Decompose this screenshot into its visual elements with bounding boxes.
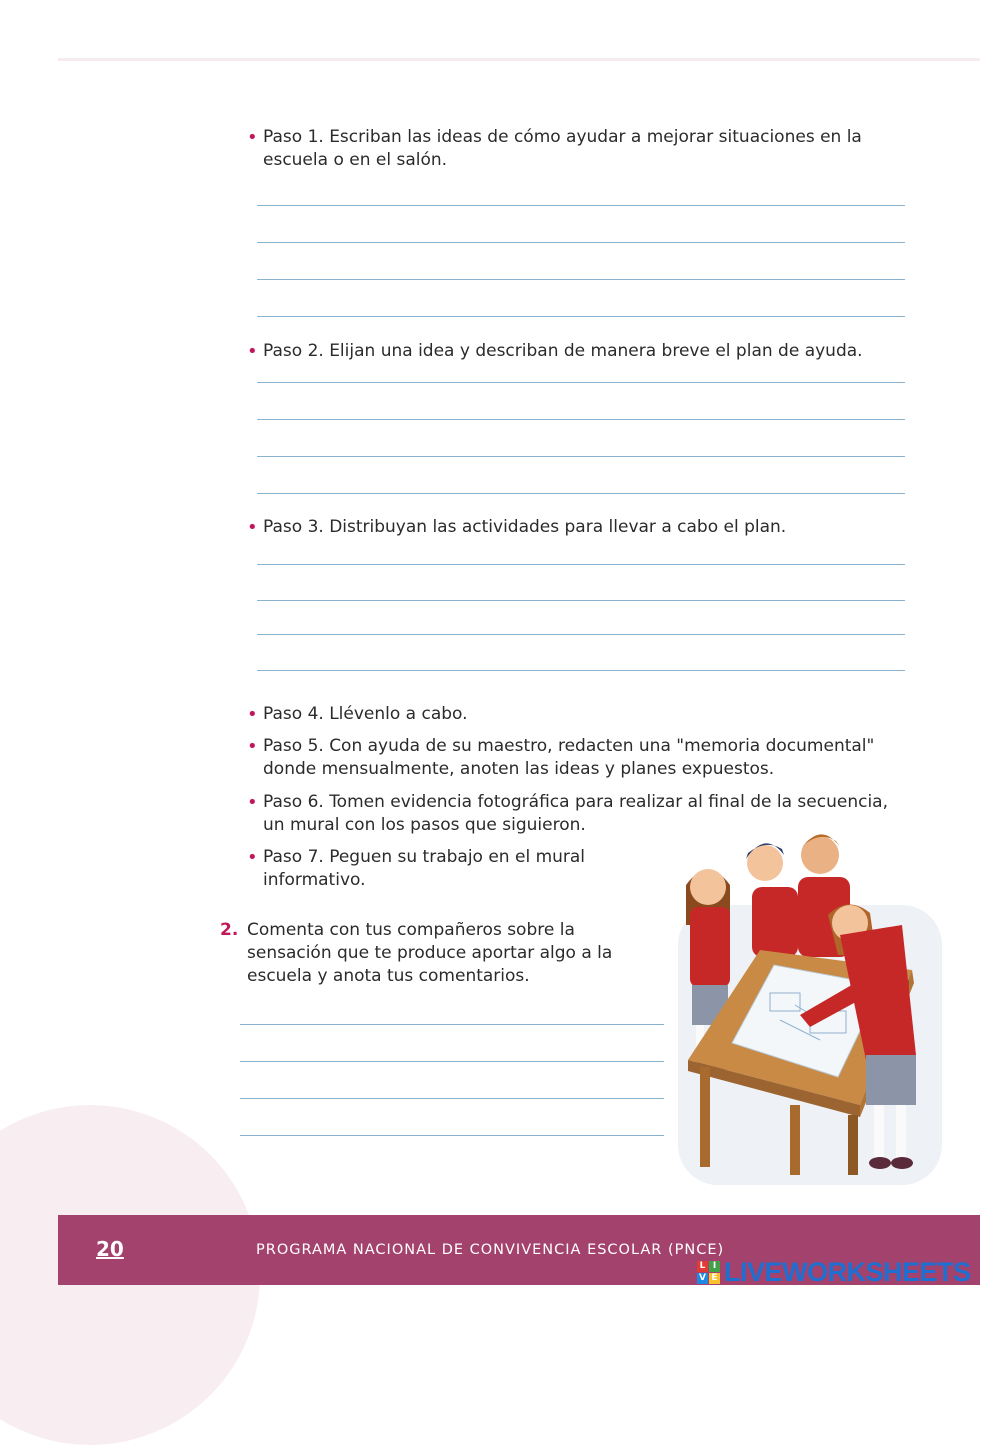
step-2 bbox=[247, 340, 863, 363]
step-5 bbox=[247, 735, 874, 781]
answer-line-step2-1[interactable] bbox=[257, 382, 905, 383]
step-1-line-1: Paso 1. Escriban las ideas de cómo ayudar a mejorar situaciones en la bbox=[263, 127, 862, 147]
question-2-number: 2. bbox=[220, 920, 239, 940]
bullet-icon: • bbox=[247, 736, 258, 757]
step-1 bbox=[247, 126, 862, 172]
step-6-line-2: un mural con los pasos que siguieron. bbox=[263, 815, 586, 835]
step-7 bbox=[247, 846, 585, 892]
step-1-line-2: escuela o en el salón. bbox=[263, 150, 448, 170]
question-2-line-3: escuela y anota tus comentarios. bbox=[247, 966, 530, 986]
answer-line-step3-2[interactable] bbox=[257, 600, 905, 601]
program-name: PROGRAMA NACIONAL DE CONVIVENCIA ESCOLAR (PNCE) bbox=[256, 1242, 725, 1258]
bullet-icon: • bbox=[247, 792, 258, 813]
step-5-line-1: Paso 5. Con ayuda de su maestro, redacten una "memoria documental" bbox=[263, 736, 875, 756]
answer-line-step1-3[interactable] bbox=[257, 279, 905, 280]
step-7-line-2: informativo. bbox=[263, 870, 366, 890]
logo-letter: I bbox=[709, 1261, 720, 1272]
step-4-line-1: Paso 4. Llévenlo a cabo. bbox=[263, 704, 468, 724]
question-2-line-1: Comenta con tus compañeros sobre la bbox=[247, 920, 575, 940]
answer-line-step2-2[interactable] bbox=[257, 419, 905, 420]
bullet-icon: • bbox=[247, 127, 258, 148]
step-7-line-1: Paso 7. Peguen su trabajo en el mural bbox=[263, 847, 586, 867]
step-4 bbox=[247, 703, 468, 726]
step-3 bbox=[247, 516, 786, 539]
bullet-icon: • bbox=[247, 704, 258, 725]
answer-line-step2-3[interactable] bbox=[257, 456, 905, 457]
answer-line-step1-2[interactable] bbox=[257, 242, 905, 243]
answer-line-step1-4[interactable] bbox=[257, 316, 905, 317]
question-2-line-2: sensación que te produce aportar algo a la bbox=[247, 943, 613, 963]
answer-line-step3-1[interactable] bbox=[257, 564, 905, 565]
step-3-line-1: Paso 3. Distribuyan las actividades para llevar a cabo el plan. bbox=[263, 517, 787, 537]
page-number: 20 bbox=[96, 1237, 124, 1261]
answer-line-step1-1[interactable] bbox=[257, 205, 905, 206]
step-6-line-1: Paso 6. Tomen evidencia fotográfica para realizar al final de la secuencia, bbox=[263, 792, 888, 812]
answer-line-q2-4[interactable] bbox=[240, 1135, 664, 1136]
top-rule bbox=[58, 58, 980, 61]
logo-letter: L bbox=[697, 1261, 708, 1272]
answer-line-q2-1[interactable] bbox=[240, 1024, 664, 1025]
liveworksheets-logo-icon bbox=[697, 1261, 720, 1284]
students-table-illustration bbox=[670, 815, 942, 1190]
step-2-line-1: Paso 2. Elijan una idea y describan de manera breve el plan de ayuda. bbox=[263, 341, 863, 361]
answer-line-step3-3[interactable] bbox=[257, 634, 905, 635]
answer-line-q2-2[interactable] bbox=[240, 1061, 664, 1062]
answer-line-q2-3[interactable] bbox=[240, 1098, 664, 1099]
bullet-icon: • bbox=[247, 517, 258, 538]
answer-line-step2-4[interactable] bbox=[257, 493, 905, 494]
logo-letter: V bbox=[697, 1273, 708, 1284]
bullet-icon: • bbox=[247, 847, 258, 868]
liveworksheets-watermark[interactable] bbox=[697, 1257, 971, 1287]
answer-line-step3-4[interactable] bbox=[257, 670, 905, 671]
logo-letter: E bbox=[709, 1273, 720, 1284]
step-5-line-2: donde mensualmente, anoten las ideas y planes expuestos. bbox=[263, 759, 775, 779]
student-back-left bbox=[746, 843, 798, 957]
watermark-text: LIVEWORKSHEETS bbox=[724, 1256, 971, 1287]
bullet-icon: • bbox=[247, 341, 258, 362]
question-2 bbox=[220, 919, 640, 988]
